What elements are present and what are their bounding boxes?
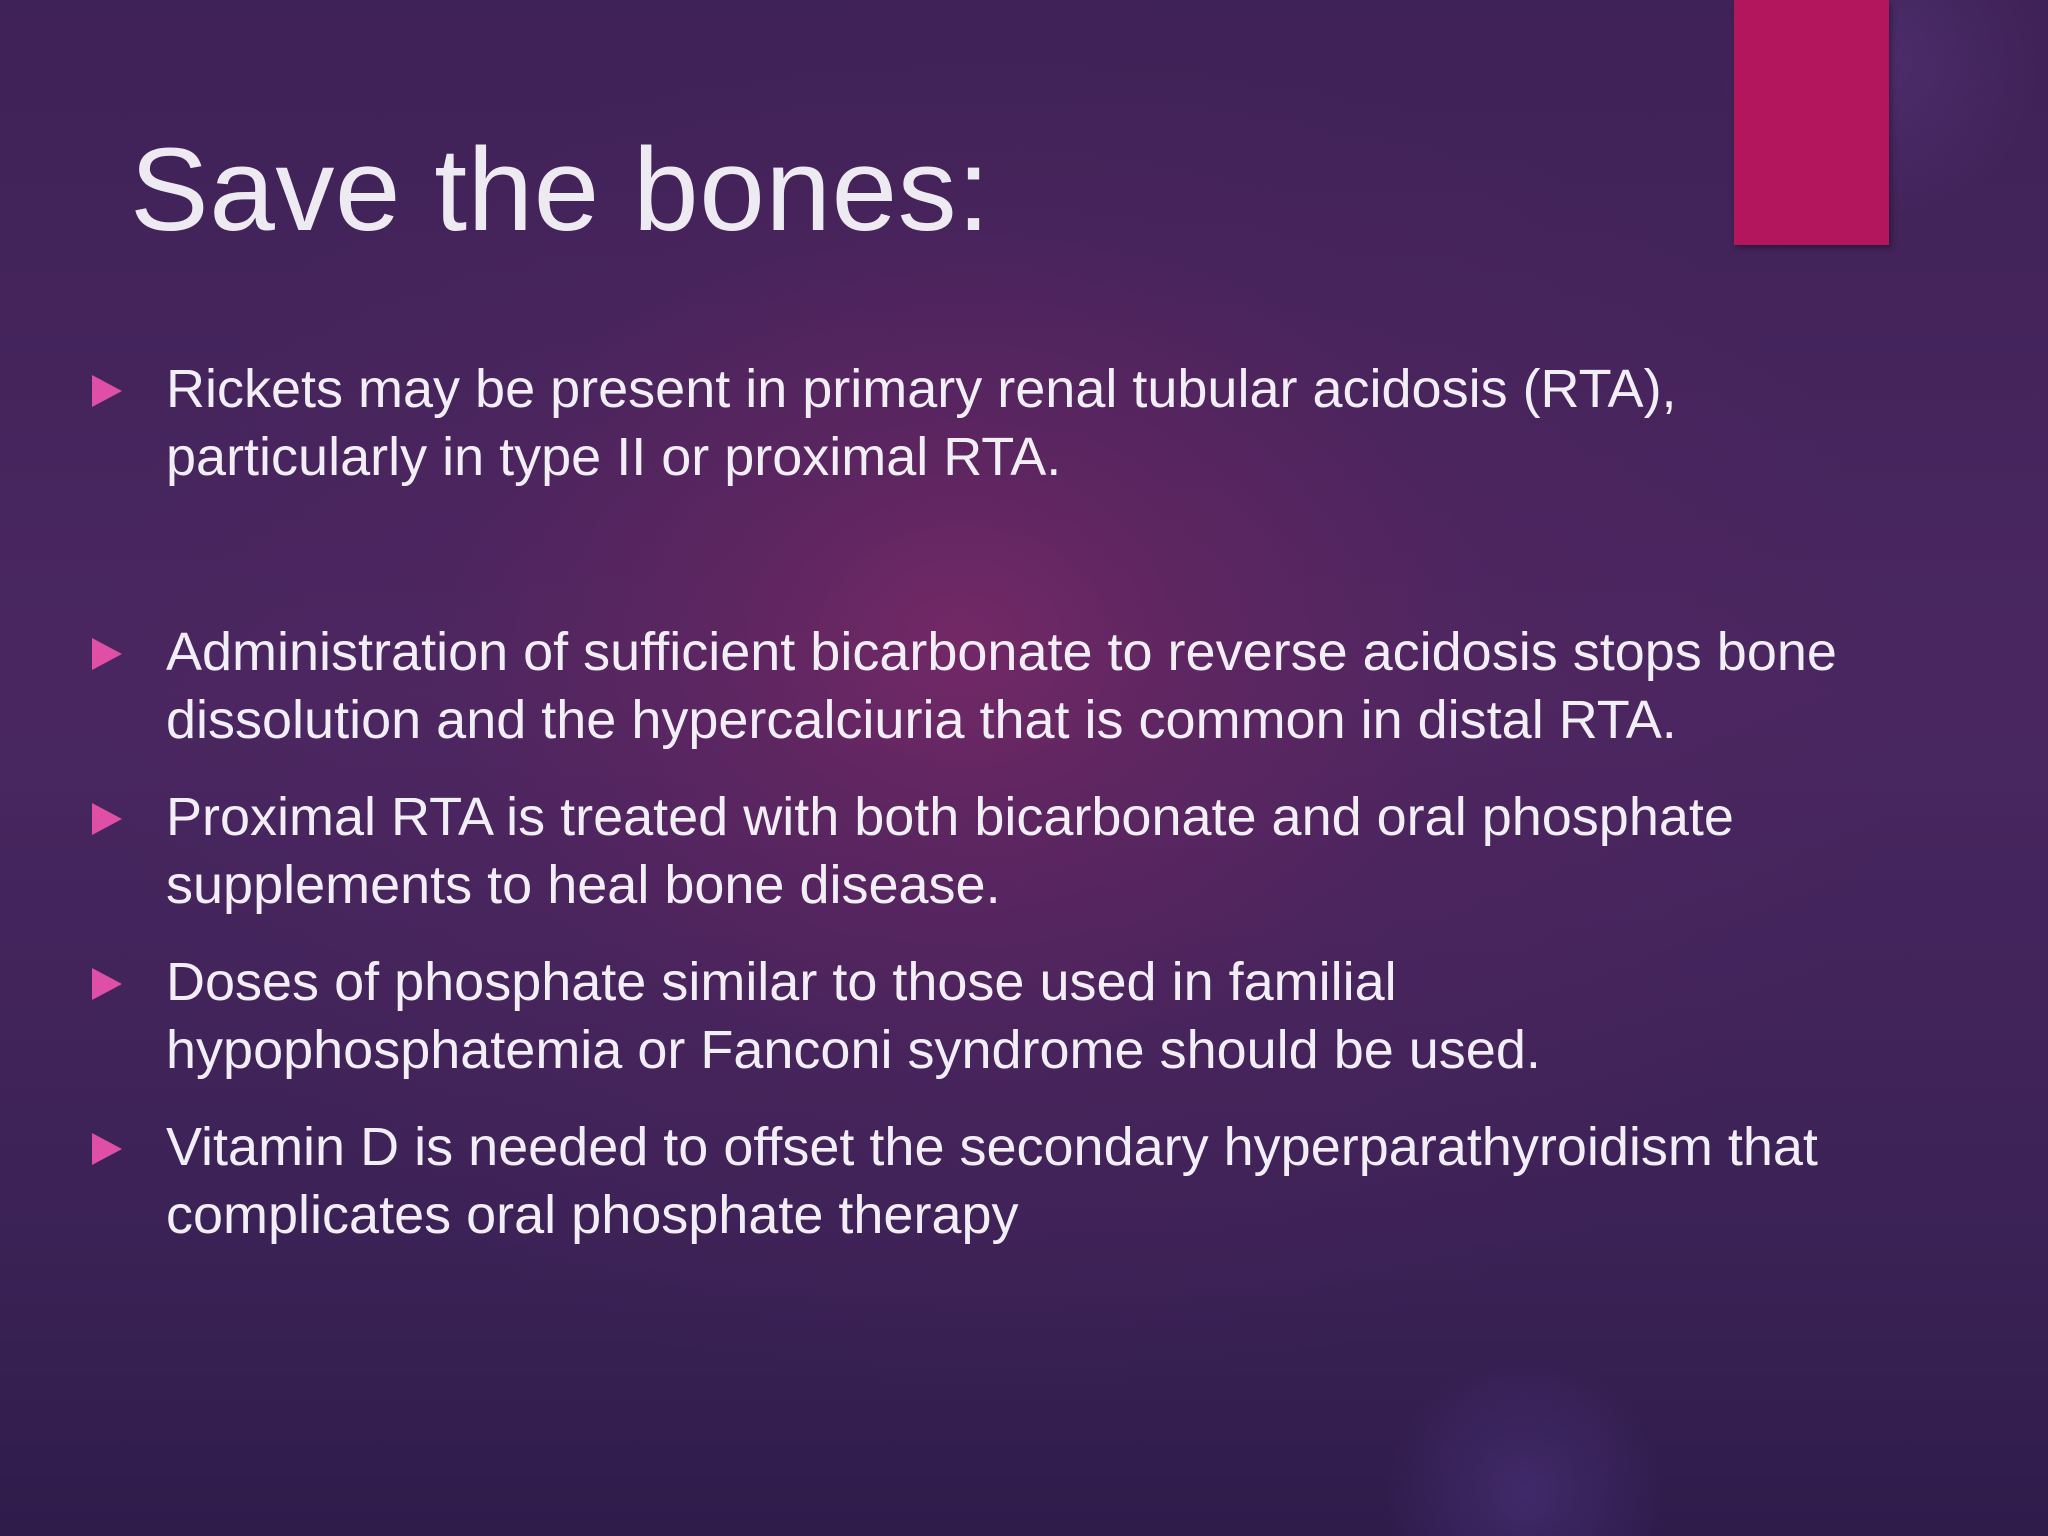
bullet-item <box>90 948 1970 1084</box>
slide-title: Save the bones: <box>130 124 991 256</box>
bullet-text: Proximal RTA is treated with both bicarbonate and oral phosphate supplements to heal bone disease. <box>166 787 1734 915</box>
bullet-text: Administration of sufficient bicarbonate to reverse acidosis stops bone dissolution and the hypercalciuria that is common in distal RTA. <box>166 622 1837 750</box>
bullet-text: Vitamin D is needed to offset the secondary hyperparathyroidism that complicates oral phosphate therapy <box>166 1117 1818 1245</box>
triangle-bullet-icon <box>92 375 122 407</box>
bullet-item <box>90 355 1970 491</box>
triangle-bullet-icon <box>92 968 122 1000</box>
triangle-bullet-icon <box>92 638 122 670</box>
bullet-item <box>90 618 1970 754</box>
bullet-text: Doses of phosphate similar to those used in familial hypophosphatemia or Fanconi syndrome should be used. <box>166 952 1541 1080</box>
bullet-item <box>90 783 1970 919</box>
bullet-text: Rickets may be present in primary renal tubular acidosis (RTA), particularly in type II or proximal RTA. <box>166 359 1677 487</box>
triangle-bullet-icon <box>92 1133 122 1165</box>
triangle-bullet-icon <box>92 803 122 835</box>
bullet-item <box>90 1113 1970 1249</box>
